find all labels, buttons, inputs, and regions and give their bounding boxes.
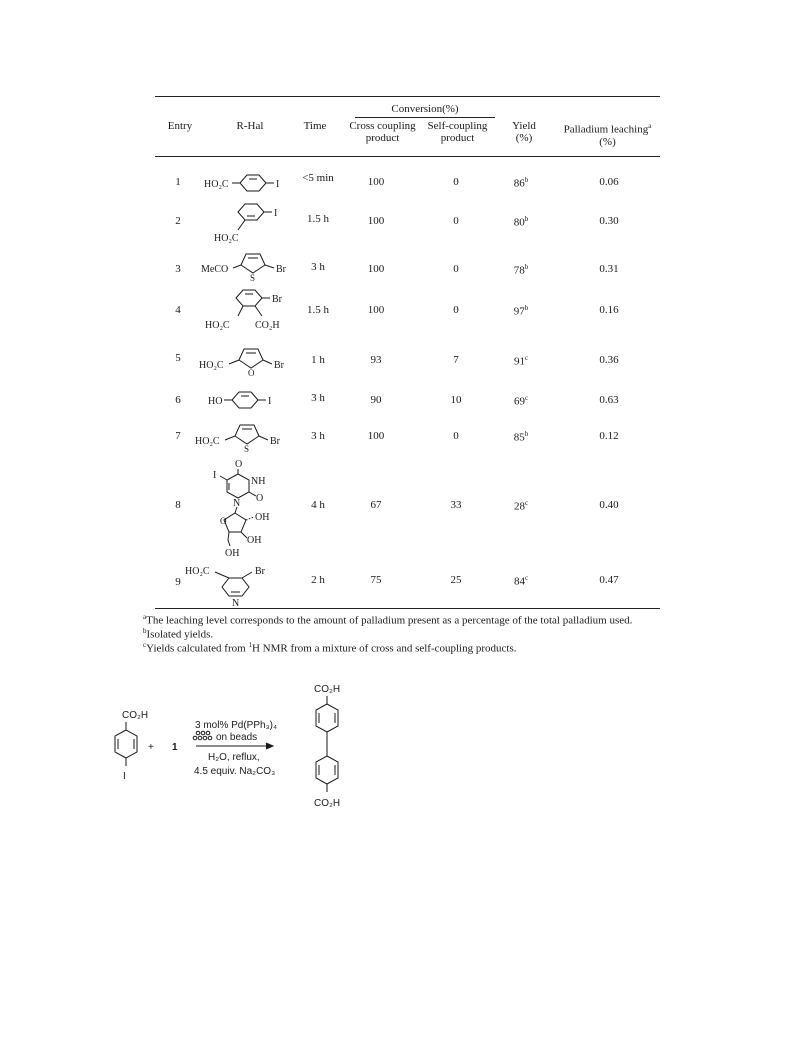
row3-self: 0 <box>453 263 459 275</box>
row5-self: 7 <box>453 354 459 366</box>
row8-entry: 8 <box>175 499 181 511</box>
header-entry: Entry <box>167 120 193 132</box>
header-leach-sup: a <box>648 122 652 130</box>
row8-n-label: N <box>233 498 241 509</box>
row2-ho2c-label: HO₂C <box>214 233 239 244</box>
row8-yield-val: 28 <box>513 500 525 513</box>
row5-yield-val: 91 <box>513 355 525 368</box>
footnote-b-text: Isolated yields. <box>146 628 214 641</box>
row4-yield-val: 97 <box>513 305 525 318</box>
row2-yield-sup: b <box>524 215 529 223</box>
row8-o-right-label: O <box>256 493 264 504</box>
row6-cross: 90 <box>370 394 382 406</box>
row7-yield-val: 85 <box>513 431 525 444</box>
header-self: Self-coupling product <box>427 120 488 144</box>
row9-entry: 9 <box>175 576 181 588</box>
row4-br-label: Br <box>272 294 282 305</box>
row4-cross: 100 <box>367 304 385 316</box>
footnote-c-sup: 1 <box>248 641 252 649</box>
row8-oh1-label: OH <box>255 512 270 523</box>
row2-time: 1.5 h <box>307 213 329 225</box>
row4-leach: 0.16 <box>599 304 619 316</box>
row5-ho2c-label: HO₂C <box>199 360 224 371</box>
row9-n-label: N <box>232 598 240 609</box>
row9-yield-sup: c <box>524 574 529 582</box>
row1-leach: 0.06 <box>599 176 619 188</box>
row4-time: 1.5 h <box>307 304 329 316</box>
plus-sign: + <box>148 742 154 753</box>
row6-yield-val: 69 <box>513 395 525 408</box>
row6-entry: 6 <box>175 394 181 406</box>
row3-yield-val: 78 <box>513 264 525 277</box>
product-co2h-bottom-label: CO₂H <box>314 798 341 809</box>
condition-beads: on beads <box>216 732 258 743</box>
row5-cross: 93 <box>370 354 382 366</box>
row2-leach: 0.30 <box>599 215 619 227</box>
row8-yield-sup: c <box>524 499 529 507</box>
row9-cross: 75 <box>370 574 382 586</box>
row1-self: 0 <box>453 176 459 188</box>
footnote-c-mark: c <box>143 641 147 649</box>
row1-entry: 1 <box>175 176 181 188</box>
row9-time: 2 h <box>311 574 325 586</box>
row9-br-label: Br <box>255 566 265 577</box>
footnote-c-text1: Yields calculated from <box>146 642 249 655</box>
row2-i-label: I <box>274 208 278 219</box>
row8-i-label: I <box>213 470 217 481</box>
header-yield: Yield (%) <box>512 120 536 144</box>
row8-oh3-label: OH <box>225 548 240 559</box>
row3-br-label: Br <box>276 264 286 275</box>
row8-leach: 0.40 <box>599 499 619 511</box>
row1-ho2c-label: HO₂C <box>204 179 229 190</box>
row3-yield-sup: b <box>524 263 529 271</box>
row7-yield-sup: b <box>524 430 529 438</box>
row6-time: 3 h <box>311 392 325 404</box>
header-conversion: Conversion(%) <box>391 103 459 115</box>
header-leach-text: Palladium leaching <box>563 123 649 136</box>
row7-ho2c-label: HO₂C <box>195 436 220 447</box>
beads-icon <box>193 731 212 740</box>
row8-self: 33 <box>450 499 462 511</box>
row7-entry: 7 <box>175 430 181 442</box>
row3-entry: 3 <box>175 263 181 275</box>
footnote-a-text: The leaching level corresponds to the amount of palladium present as a percentage of the total palladium used. <box>146 614 633 627</box>
row9-leach: 0.47 <box>599 574 619 586</box>
row5-o-label: O <box>248 368 255 378</box>
reactant-i-label: I <box>123 771 126 782</box>
row7-self: 0 <box>453 430 459 442</box>
row4-entry: 4 <box>175 304 181 316</box>
row9-ho2c-label: HO₂C <box>185 566 210 577</box>
row5-br-label: Br <box>274 360 284 371</box>
reactant-structure <box>115 710 148 782</box>
product-structure <box>314 684 340 809</box>
row5-leach: 0.36 <box>599 354 619 366</box>
row2-yield-val: 80 <box>513 216 525 229</box>
condition-solvent: H₂O, reflux, <box>208 752 260 763</box>
reactant-co2h-label: CO₂H <box>122 710 149 721</box>
row8-o-sugar-label: O <box>220 516 227 526</box>
row3-meco-label: MeCO <box>201 264 229 275</box>
row3-leach: 0.31 <box>599 263 619 275</box>
row4-yield-sup: b <box>524 304 529 312</box>
row9-yield-val: 84 <box>513 575 525 588</box>
row6-i-label: I <box>268 396 272 407</box>
footnote-b-mark: b <box>143 627 147 635</box>
header-leach-unit: (%) <box>599 135 616 148</box>
row7-s-label: S <box>244 444 250 454</box>
row1-i-label: I <box>276 179 280 190</box>
header-time: Time <box>303 120 327 132</box>
row5-yield-sup: c <box>524 354 529 362</box>
row2-self: 0 <box>453 215 459 227</box>
row8-oh2-label: OH <box>247 535 262 546</box>
row6-ho-label: HO <box>208 396 223 407</box>
reaction-arrow <box>196 743 273 749</box>
row4-co2h-label: CO₂H <box>255 320 280 331</box>
row3-s-label: S <box>250 273 256 283</box>
header-rhal: R-Hal <box>236 120 264 132</box>
row7-leach: 0.12 <box>599 430 619 442</box>
row8-time: 4 h <box>311 499 325 511</box>
row6-leach: 0.63 <box>599 394 619 406</box>
row5-time: 1 h <box>311 354 325 366</box>
row4-ho2c-label: HO₂C <box>205 320 230 331</box>
row6-self: 10 <box>450 394 462 406</box>
row1-yield-val: 86 <box>513 177 525 190</box>
row6-yield-sup: c <box>524 394 529 402</box>
row5-entry: 5 <box>175 352 181 364</box>
condition-catalyst: 3 mol% Pd(PPh₃)₄ <box>195 720 278 731</box>
row1-time: <5 min <box>302 172 334 184</box>
row3-cross: 100 <box>367 263 385 275</box>
row1-yield-sup: b <box>524 176 529 184</box>
row2-cross: 100 <box>367 215 385 227</box>
row9-self: 25 <box>450 574 462 586</box>
footnote-a-mark: a <box>143 613 147 621</box>
header-cross: Cross coupling product <box>349 120 416 144</box>
row7-cross: 100 <box>367 430 385 442</box>
row7-br-label: Br <box>270 436 280 447</box>
row2-entry: 2 <box>175 215 181 227</box>
row3-time: 3 h <box>311 261 325 273</box>
row4-self: 0 <box>453 304 459 316</box>
row8-cross: 67 <box>370 499 382 511</box>
product-co2h-top-label: CO₂H <box>314 684 341 695</box>
row7-time: 3 h <box>311 430 325 442</box>
compound-1-label: 1 <box>172 742 178 753</box>
footnote-c-text2: H NMR from a mixture of cross and self-coupling products. <box>251 642 517 655</box>
row1-cross: 100 <box>367 176 385 188</box>
row8-nh-label: NH <box>251 476 266 487</box>
row8-o-top-label: O <box>235 459 243 470</box>
condition-base: 4.5 equiv. Na₂CO₃ <box>194 766 276 777</box>
